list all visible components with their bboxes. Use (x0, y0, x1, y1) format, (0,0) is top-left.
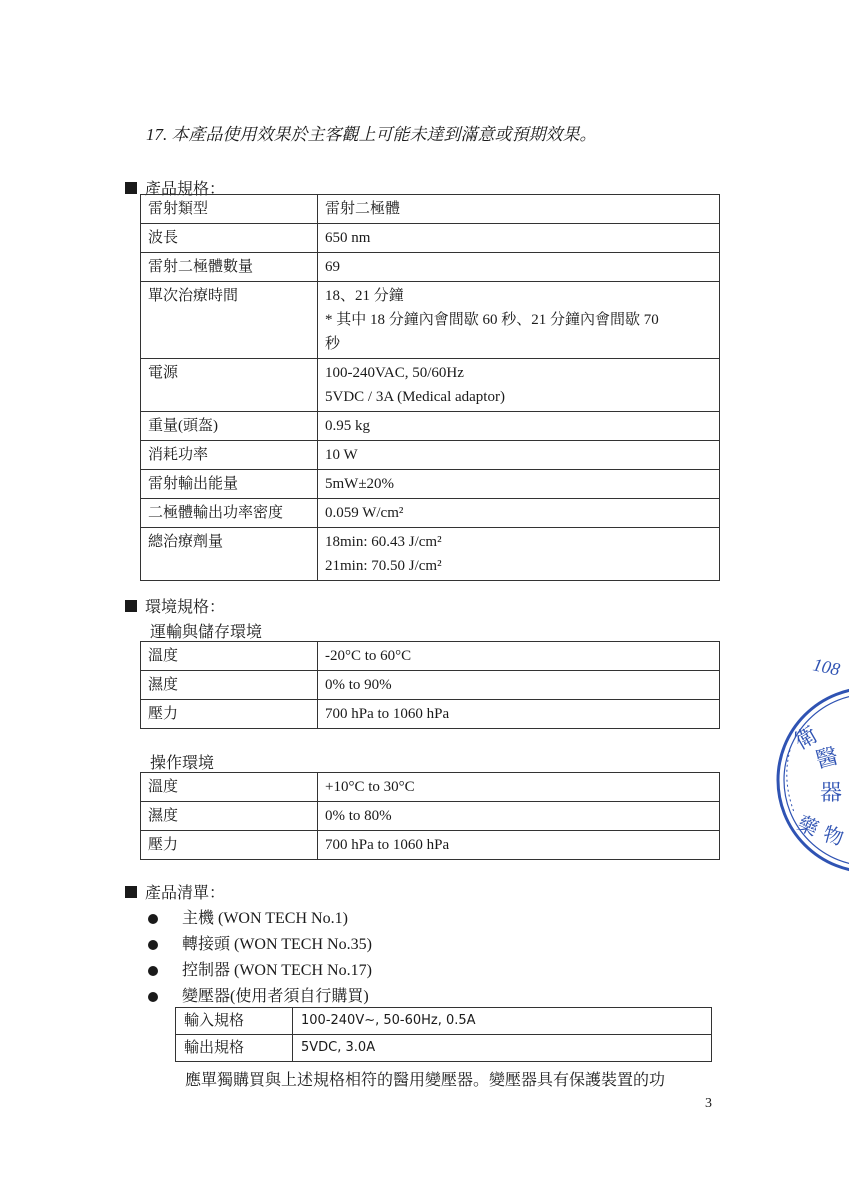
square-bullet-icon (125, 886, 137, 898)
svg-text:物: 物 (820, 821, 847, 851)
spec-value (318, 195, 720, 224)
spec-value (318, 441, 720, 470)
spec-label: 單次治療時間 (141, 282, 318, 359)
svg-text:藥: 藥 (793, 810, 823, 841)
spec-value (318, 700, 720, 729)
list-item: 變壓器(使用者須自行購買) (148, 984, 372, 1010)
svg-text:衛: 衛 (790, 722, 823, 756)
spec-label: 總治療劑量 (141, 528, 318, 581)
spec-value-line: 700 hPa to 1060 hPa (325, 706, 450, 722)
spec-value-line: 秒 (325, 336, 341, 352)
adaptor-output-label: 輸出規格 (176, 1035, 293, 1062)
product-list-title: 產品清單： (145, 885, 226, 902)
env-spec-title: 環境規格： (145, 599, 226, 616)
table-row (141, 253, 720, 282)
spec-label: 壓力 (141, 700, 318, 729)
spec-label: 波長 (141, 224, 318, 253)
spec-value (318, 528, 720, 581)
list-item: 控制器 (WON TECH No.17) (148, 958, 372, 984)
spec-value (318, 802, 720, 831)
operation-subhead: 操作環境 (150, 755, 215, 772)
spec-value-line: 18min: 60.43 J/cm² (325, 534, 442, 550)
table-row (141, 224, 720, 253)
product-spec-title: 產品規格： (145, 181, 226, 198)
spec-label: 雷射輸出能量 (141, 470, 318, 499)
spec-value-line: +10°C to 30°C (325, 779, 415, 795)
spec-label: 溫度 (141, 642, 318, 671)
spec-value-line: 5VDC / 3A (Medical adaptor) (325, 389, 505, 405)
spec-label: 雷射二極體數量 (141, 253, 318, 282)
list-item: 轉接頭 (WON TECH No.35) (148, 932, 372, 958)
spec-label: 電源 (141, 359, 318, 412)
adaptor-note: 應單獨購買與上述規格相符的醫用變壓器。變壓器具有保護裝置的功 (185, 1072, 666, 1089)
spec-value-line: 69 (325, 259, 340, 275)
spec-value (318, 253, 720, 282)
spec-value (318, 642, 720, 671)
page-number: 3 (705, 1096, 712, 1111)
table-row (141, 642, 720, 671)
square-bullet-icon (125, 182, 137, 194)
spec-value-line: 10 W (325, 447, 358, 463)
spec-value (318, 359, 720, 412)
item-17-text: 17. 本產品使用效果於主客觀上可能未達到滿意或預期效果。 (146, 125, 597, 144)
spec-label: 重量(頭盔) (141, 412, 318, 441)
spec-value (318, 499, 720, 528)
table-row (141, 700, 720, 729)
spec-value (318, 224, 720, 253)
table-row (176, 1008, 712, 1035)
table-row (141, 831, 720, 860)
list-item: 主機 (WON TECH No.1) (148, 906, 372, 932)
spec-value-line: 0% to 80% (325, 808, 392, 824)
table-row (141, 802, 720, 831)
spec-label: 消耗功率 (141, 441, 318, 470)
table-row (141, 195, 720, 224)
product-list-heading (125, 880, 225, 903)
spec-value-line: 0.95 kg (325, 418, 370, 434)
official-seal-stamp (760, 640, 849, 880)
table-row (141, 359, 720, 412)
spec-label: 二極體輸出功率密度 (141, 499, 318, 528)
spec-value-line: 5mW±20% (325, 476, 395, 492)
transport-env-table (140, 641, 720, 729)
table-row (141, 528, 720, 581)
operation-env-table (140, 772, 720, 860)
spec-value-line: 650 nm (325, 230, 371, 246)
adaptor-input-label: 輸入規格 (176, 1008, 293, 1035)
svg-text:器: 器 (820, 781, 843, 806)
spec-value (318, 831, 720, 860)
spec-value (318, 282, 720, 359)
spec-value-line: * 其中 18 分鐘內會間歇 60 秒、21 分鐘內會間歇 70 (325, 312, 659, 328)
product-spec-table (140, 194, 720, 581)
table-row (141, 412, 720, 441)
bullet-dot-icon (148, 914, 158, 924)
bullet-dot-icon (148, 992, 158, 1002)
transport-subhead: 運輸與儲存環境 (150, 624, 263, 641)
spec-value (318, 671, 720, 700)
spec-value-line: 0% to 90% (325, 677, 392, 693)
spec-label: 濕度 (141, 671, 318, 700)
adaptor-spec-table (175, 1007, 712, 1062)
spec-value-line: 18、21 分鐘 (325, 288, 404, 304)
table-row (141, 470, 720, 499)
spec-label: 溫度 (141, 773, 318, 802)
spec-value-line: -20°C to 60°C (325, 648, 412, 664)
spec-value-line: 700 hPa to 1060 hPa (325, 837, 450, 853)
adaptor-input-value: 100-240V~, 50-60Hz, 0.5A (293, 1008, 712, 1035)
table-row (141, 671, 720, 700)
square-bullet-icon (125, 600, 137, 612)
env-spec-heading (125, 594, 225, 617)
bullet-dot-icon (148, 940, 158, 950)
spec-label: 濕度 (141, 802, 318, 831)
svg-text:醫: 醫 (813, 743, 841, 774)
spec-label: 雷射類型 (141, 195, 318, 224)
spec-value (318, 470, 720, 499)
bullet-dot-icon (148, 966, 158, 976)
spec-label: 壓力 (141, 831, 318, 860)
spec-value-line: 100-240VAC, 50/60Hz (325, 365, 464, 381)
spec-value-line: 雷射二極體 (325, 201, 401, 217)
stamp-number: 108 (811, 654, 842, 680)
spec-value (318, 412, 720, 441)
table-row (141, 441, 720, 470)
table-row (141, 499, 720, 528)
spec-value (318, 773, 720, 802)
table-row (141, 773, 720, 802)
table-row (141, 282, 720, 359)
table-row (176, 1035, 712, 1062)
adaptor-output-value: 5VDC, 3.0A (293, 1035, 712, 1062)
product-list (148, 906, 372, 1010)
spec-value-line: 0.059 W/cm² (325, 505, 404, 521)
spec-value-line: 21min: 70.50 J/cm² (325, 558, 442, 574)
